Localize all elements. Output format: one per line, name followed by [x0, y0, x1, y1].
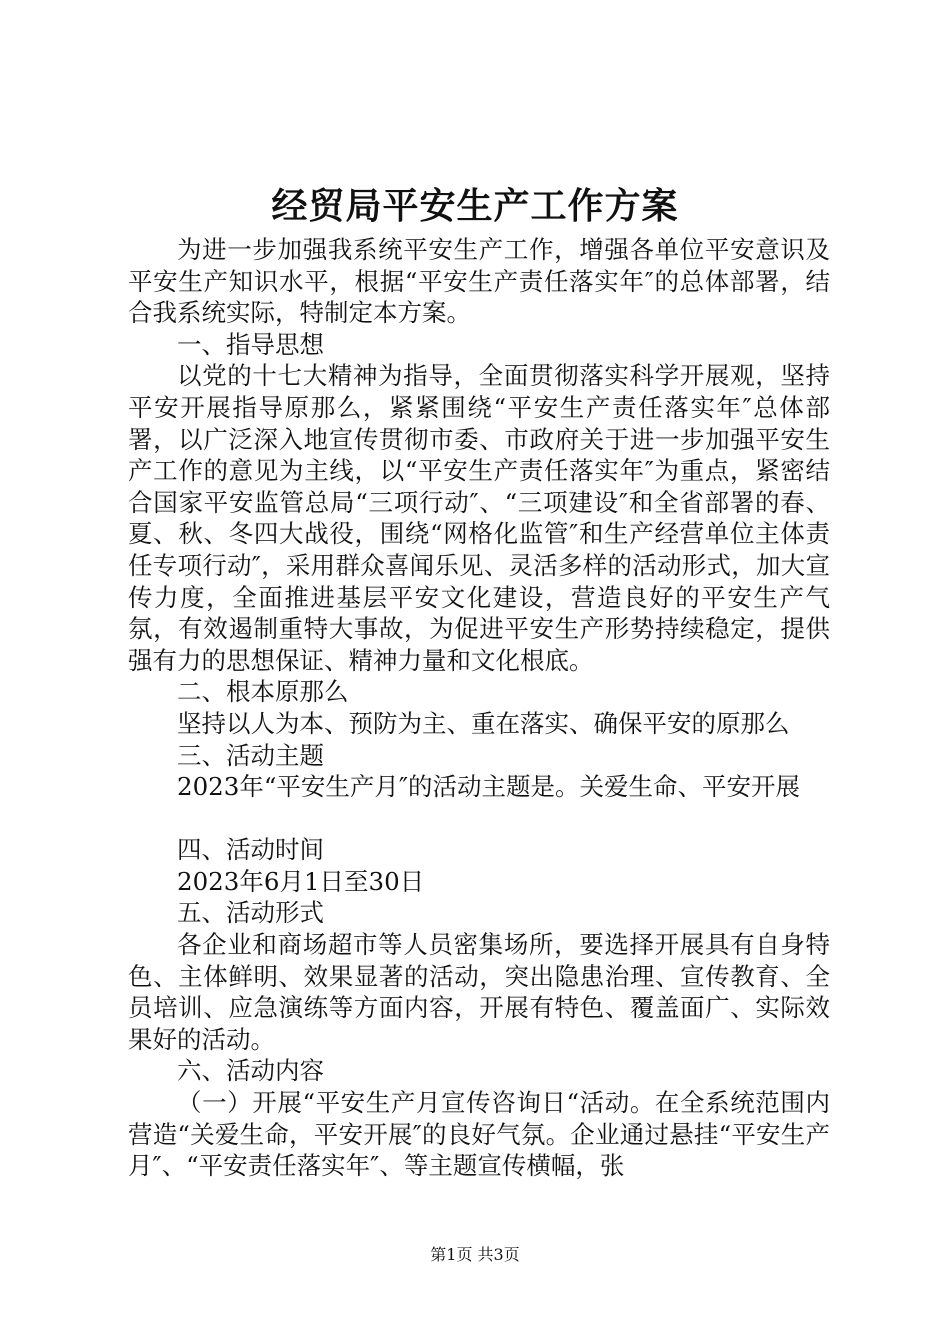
section-heading-activity-time: 四、活动时间 — [177, 835, 324, 865]
basic-principle-paragraph: 坚持以人为本、预防为主、重在落实、确保平安的原那么 — [177, 708, 790, 738]
section-heading-activity-theme: 三、活动主题 — [177, 740, 324, 770]
page-number-footer: 第1页 共3页 — [430, 1245, 520, 1264]
section-heading-basic-principle: 二、根本原那么 — [177, 677, 349, 707]
activity-form-paragraph: 各企业和商场超市等人员密集场所，要选择开展具有自身特色、主体鲜明、效果显著的活动，突出隐患治理、宣传教育、全员培训、应急演练等方面内容，开展有特色、覆盖面广、实际效果好的活动。 — [128, 930, 830, 1054]
activity-theme-paragraph: 2023年“平安生产月″的活动主题是。关爱生命、平安开展 — [177, 772, 801, 802]
document-title: 经贸局平安生产工作方案 — [271, 185, 679, 227]
activity-content-paragraph: （一）开展“平安生产月宣传咨询日“活动。在全系统范围内营造“关爱生命，平安开展″的良好气氛。企业通过悬挂“平安生产月″、“平安责任落实年″、等主题宣传横幅，张 — [128, 1088, 830, 1181]
document-body — [128, 234, 830, 1182]
guiding-thought-paragraph: 以党的十七大精神为指导，全面贯彻落实科学开展观，坚持平安开展指导原那么，紧紧围绕“平安生产责任落实年″总体部署，以广泛深入地宣传贯彻市委、市政府关于进一步加强平安生产工作的意见为主线，以“平安生产责任落实年″为重点，紧密结合国家平安监管总局“三项行动″、“三项建设″和全省部署的春、夏、秋、冬四大战役，围绕“网格化监管″和生产经营单位主体责任专项行动″，采用群众喜闻乐见、灵活多样的活动形式，加大宣传力度，全面推进基层平安文化建设，营造良好的平安生产气氛，有效遏制重特大事故，为促进平安生产形势持续稳定，提供强有力的思想保证、精神力量和文化根底。 — [128, 361, 830, 675]
section-heading-guiding-thought: 一、指导思想 — [177, 329, 324, 359]
activity-time-paragraph: 2023年6月1日至30日 — [177, 866, 425, 896]
intro-paragraph: 为进一步加强我系统平安生产工作，增强各单位平安意识及平安生产知识水平，根据“平安生产责任落实年″的总体部署，结合我系统实际，特制定本方案。 — [128, 235, 830, 328]
section-heading-activity-content: 六、活动内容 — [177, 1056, 324, 1086]
section-heading-activity-form: 五、活动形式 — [177, 898, 324, 928]
